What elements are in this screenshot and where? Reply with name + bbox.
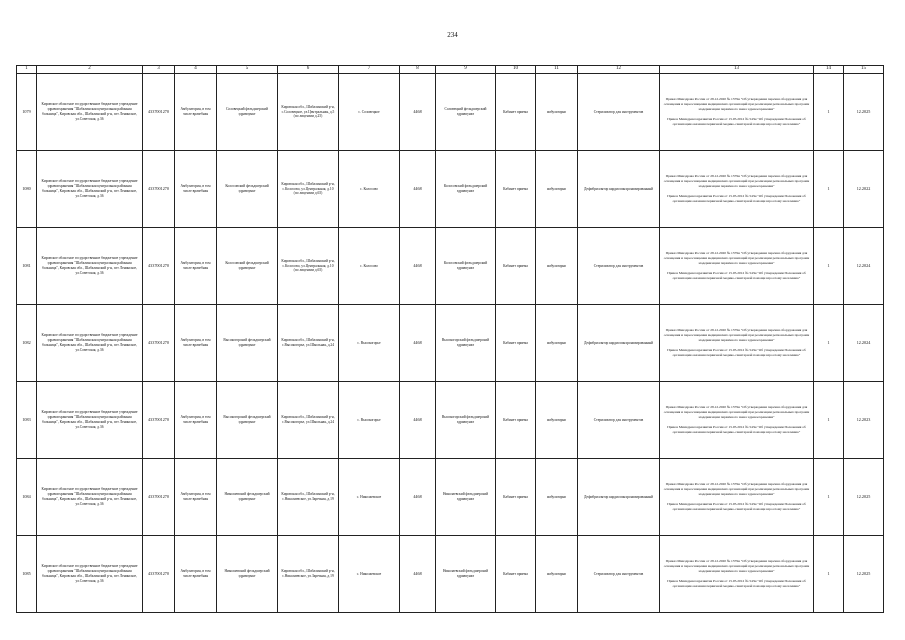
room-cell: Кабинет приема: [496, 536, 536, 613]
organization-cell: Кировское областное государственное бюджетное учреждение здравоохранения "Шабалинская центральная районная больница", Кировская обл., Шабалинский р-н, пгт Ленинское, ул.Советская, д.36: [37, 74, 143, 151]
column-header: 5: [217, 66, 278, 74]
room-cell: Кабинет приема: [496, 74, 536, 151]
column-header: 11: [536, 66, 578, 74]
column-header: 9: [436, 66, 496, 74]
regulation-text-2: Приказ Минздравсоцразвития России от 15.05.2012 № 543н "Об утверждении Положения об организации оказания первичной медико-санитарной помощи взрослому населению": [667, 502, 806, 512]
table-row: [17, 228, 884, 305]
settlement-cell: с. Соловецкое: [339, 74, 400, 151]
care-cell: амбулаторно: [536, 382, 578, 459]
facility-name-cell: Соловецкий фельдшерский здравпункт: [217, 74, 278, 151]
regulation-cell: [660, 74, 814, 151]
facility-name-cell: Колосовский фельдшерский здравпункт: [217, 228, 278, 305]
row-number: 1081: [17, 228, 37, 305]
room-cell: Кабинет приема: [496, 151, 536, 228]
column-header: 15: [844, 66, 884, 74]
care-cell: амбулаторно: [536, 228, 578, 305]
column-header: 2: [37, 66, 143, 74]
regulation-text-1: Приказ Минздрава России от 28.12.2020 № 1379н "Об утверждении перечня оборудования для оснащения и переоснащения медицинских организаций при реализации региональных программ модернизации первичного звена здравоохранения": [663, 404, 810, 419]
column-header: 1: [17, 66, 37, 74]
care-cell: амбулаторно: [536, 459, 578, 536]
date-cell: 12.2025: [844, 459, 884, 536]
row-number: 1083: [17, 382, 37, 459]
quantity-cell: 1: [814, 459, 844, 536]
unit-cell: Высокогорский фельдшерский здравпункт: [436, 382, 496, 459]
column-header: 6: [278, 66, 339, 74]
quantity-cell: 1: [814, 305, 844, 382]
settlement-cell: с. Высокогорье: [339, 305, 400, 382]
regulation-text-2: Приказ Минздравсоцразвития России от 15.05.2012 № 543н "Об утверждении Положения об организации оказания первичной медико-санитарной помощи взрослому населению": [667, 579, 806, 589]
code-cell: 4468: [400, 305, 436, 382]
date-cell: 12.2025: [844, 536, 884, 613]
facility-name-cell: Высокогорский фельдшерский здравпункт: [217, 305, 278, 382]
facility-name-cell: Колосовский фельдшерский здравпункт: [217, 151, 278, 228]
inn-cell: 4337001270: [143, 459, 175, 536]
facility-name-cell: Николаевский фельдшерский здравпункт: [217, 536, 278, 613]
room-cell: Кабинет приема: [496, 305, 536, 382]
settlement-cell: с. Колосово: [339, 228, 400, 305]
care-cell: амбулаторно: [536, 151, 578, 228]
inn-cell: 4337001270: [143, 536, 175, 613]
regulation-cell: [660, 228, 814, 305]
row-number: 1079: [17, 74, 37, 151]
code-cell: 4468: [400, 74, 436, 151]
address-cell: Кировская обл., Шабалинский р-н, с.Высокогорье, ул.Школьная, д.24: [278, 382, 339, 459]
code-cell: 4468: [400, 151, 436, 228]
settlement-cell: с. Николаевское: [339, 459, 400, 536]
quantity-cell: 1: [814, 536, 844, 613]
column-header: 13: [660, 66, 814, 74]
table-row: [17, 459, 884, 536]
regulation-text-1: Приказ Минздрава России от 28.12.2020 № 1379н "Об утверждении перечня оборудования для оснащения и переоснащения медицинских организаций при реализации региональных программ модернизации первичного звена здравоохранения": [663, 96, 810, 111]
address-cell: Кировская обл., Шабалинский р-н, с.Высокогорье, ул.Школьная, д.24: [278, 305, 339, 382]
column-header: 8: [400, 66, 436, 74]
equipment-cell: Дефибриллятор кардиосинхронизированный: [578, 459, 660, 536]
code-cell: 4468: [400, 382, 436, 459]
table-row: [17, 305, 884, 382]
column-header: 14: [814, 66, 844, 74]
date-cell: 12.2024: [844, 228, 884, 305]
unit-cell: Колосовский фельдшерский здравпункт: [436, 151, 496, 228]
regulation-text-2: Приказ Минздравсоцразвития России от 15.05.2012 № 543н "Об утверждении Положения об организации оказания первичной медико-санитарной помощи взрослому населению": [667, 117, 806, 127]
regulation-cell: [660, 536, 814, 613]
facility-type-cell: Амбулатория, в том числе врачебная: [175, 305, 217, 382]
column-header: 12: [578, 66, 660, 74]
equipment-cell: Стерилизатор для инструментов: [578, 536, 660, 613]
regulation-text-1: Приказ Минздрава России от 28.12.2020 № 1379н "Об утверждении перечня оборудования для оснащения и переоснащения медицинских организаций при реализации региональных программ модернизации первичного звена здравоохранения": [663, 558, 810, 573]
unit-cell: Николаевский фельдшерский здравпункт: [436, 536, 496, 613]
settlement-cell: с. Высокогорье: [339, 382, 400, 459]
row-number: 1084: [17, 459, 37, 536]
facility-name-cell: Высокогорский фельдшерский здравпункт: [217, 382, 278, 459]
inn-cell: 4337001270: [143, 74, 175, 151]
regulation-text-2: Приказ Минздравсоцразвития России от 15.05.2012 № 543н "Об утверждении Положения об организации оказания первичной медико-санитарной помощи взрослому населению": [667, 425, 806, 435]
regulation-text-1: Приказ Минздрава России от 28.12.2020 № 1379н "Об утверждении перечня оборудования для оснащения и переоснащения медицинских организаций при реализации региональных программ модернизации первичного звена здравоохранения": [663, 327, 810, 342]
regulation-cell: [660, 459, 814, 536]
table-row: [17, 74, 884, 151]
care-cell: амбулаторно: [536, 74, 578, 151]
quantity-cell: 1: [814, 228, 844, 305]
unit-cell: Соловецкий фельдшерский здравпункт: [436, 74, 496, 151]
organization-cell: Кировское областное государственное бюджетное учреждение здравоохранения "Шабалинская центральная районная больница", Кировская обл., Шабалинский р-н, пгт Ленинское, ул.Советская, д.36: [37, 536, 143, 613]
room-cell: Кабинет приема: [496, 459, 536, 536]
settlement-cell: с. Колосово: [339, 151, 400, 228]
quantity-cell: 1: [814, 74, 844, 151]
column-header: 7: [339, 66, 400, 74]
column-header: 3: [143, 66, 175, 74]
equipment-cell: Дефибриллятор кардиосинхронизированный: [578, 151, 660, 228]
date-cell: 12.2023: [844, 382, 884, 459]
date-cell: 12.2025: [844, 74, 884, 151]
date-cell: 12.2024: [844, 305, 884, 382]
address-cell: Кировская обл., Шабалинский р-н, с.Николаевское, ул.Заречная, д.19: [278, 459, 339, 536]
organization-cell: Кировское областное государственное бюджетное учреждение здравоохранения "Шабалинская центральная районная больница", Кировская обл., Шабалинский р-н, пгт Ленинское, ул.Советская, д.36: [37, 228, 143, 305]
address-cell: Кировская обл., Шабалинский р-н, с.Колосово, ул.Центральная, д.10 (по лицензии д.65): [278, 151, 339, 228]
code-cell: 4468: [400, 228, 436, 305]
unit-cell: Колосовский фельдшерский здравпункт: [436, 228, 496, 305]
regulation-text-2: Приказ Минздравсоцразвития России от 15.05.2012 № 543н "Об утверждении Положения об организации оказания первичной медико-санитарной помощи взрослому населению": [667, 348, 806, 358]
quantity-cell: 1: [814, 151, 844, 228]
inn-cell: 4337001270: [143, 382, 175, 459]
table-row: [17, 151, 884, 228]
equipment-cell: Дефибриллятор кардиосинхронизированный: [578, 305, 660, 382]
unit-cell: Николаевский фельдшерский здравпункт: [436, 459, 496, 536]
equipment-table: [16, 65, 884, 613]
unit-cell: Высокогорский фельдшерский здравпункт: [436, 305, 496, 382]
facility-name-cell: Николаевский фельдшерский здравпункт: [217, 459, 278, 536]
code-cell: 4468: [400, 459, 436, 536]
table-row: [17, 536, 884, 613]
equipment-cell: Стерилизатор для инструментов: [578, 74, 660, 151]
code-cell: 4468: [400, 536, 436, 613]
facility-type-cell: Амбулатория, в том числе врачебная: [175, 536, 217, 613]
inn-cell: 4337001270: [143, 228, 175, 305]
header-row: [17, 66, 884, 74]
organization-cell: Кировское областное государственное бюджетное учреждение здравоохранения "Шабалинская центральная районная больница", Кировская обл., Шабалинский р-н, пгт Ленинское, ул.Советская, д.36: [37, 151, 143, 228]
column-header: 4: [175, 66, 217, 74]
regulation-text-2: Приказ Минздравсоцразвития России от 15.05.2012 № 543н "Об утверждении Положения об организации оказания первичной медико-санитарной помощи взрослому населению": [667, 271, 806, 281]
room-cell: Кабинет приема: [496, 382, 536, 459]
regulation-text-1: Приказ Минздрава России от 28.12.2020 № 1379н "Об утверждении перечня оборудования для оснащения и переоснащения медицинских организаций при реализации региональных программ модернизации первичного звена здравоохранения": [663, 481, 810, 496]
facility-type-cell: Амбулатория, в том числе врачебная: [175, 151, 217, 228]
equipment-cell: Стерилизатор для инструментов: [578, 382, 660, 459]
row-number: 1082: [17, 305, 37, 382]
organization-cell: Кировское областное государственное бюджетное учреждение здравоохранения "Шабалинская центральная районная больница", Кировская обл., Шабалинский р-н, пгт Ленинское, ул.Советская, д.36: [37, 382, 143, 459]
column-header: 10: [496, 66, 536, 74]
page-number: 234: [447, 31, 458, 39]
organization-cell: Кировское областное государственное бюджетное учреждение здравоохранения "Шабалинская центральная районная больница", Кировская обл., Шабалинский р-н, пгт Ленинское, ул.Советская, д.36: [37, 305, 143, 382]
regulation-cell: [660, 382, 814, 459]
date-cell: 12.2022: [844, 151, 884, 228]
regulation-text-1: Приказ Минздрава России от 28.12.2020 № 1379н "Об утверждении перечня оборудования для оснащения и переоснащения медицинских организаций при реализации региональных программ модернизации первичного звена здравоохранения": [663, 250, 810, 265]
regulation-cell: [660, 151, 814, 228]
address-cell: Кировская обл., Шабалинский р-н, с.Николаевское, ул.Заречная, д.19: [278, 536, 339, 613]
organization-cell: Кировское областное государственное бюджетное учреждение здравоохранения "Шабалинская центральная районная больница", Кировская обл., Шабалинский р-н, пгт Ленинское, ул.Советская, д.36: [37, 459, 143, 536]
settlement-cell: с. Николаевское: [339, 536, 400, 613]
quantity-cell: 1: [814, 382, 844, 459]
care-cell: амбулаторно: [536, 536, 578, 613]
inn-cell: 4337001270: [143, 305, 175, 382]
table-row: [17, 382, 884, 459]
address-cell: Кировская обл., Шабалинский р-н, с.Соловецкое, ул.Центральная, д.5 (по лицензии д.25): [278, 74, 339, 151]
facility-type-cell: Амбулатория, в том числе врачебная: [175, 228, 217, 305]
equipment-cell: Стерилизатор для инструментов: [578, 228, 660, 305]
facility-type-cell: Амбулатория, в том числе врачебная: [175, 459, 217, 536]
facility-type-cell: Амбулатория, в том числе врачебная: [175, 74, 217, 151]
care-cell: амбулаторно: [536, 305, 578, 382]
regulation-cell: [660, 305, 814, 382]
address-cell: Кировская обл., Шабалинский р-н, с.Колосово, ул.Центральная, д.10 (по лицензии д.65): [278, 228, 339, 305]
facility-type-cell: Амбулатория, в том числе врачебная: [175, 382, 217, 459]
room-cell: Кабинет приема: [496, 228, 536, 305]
regulation-text-2: Приказ Минздравсоцразвития России от 15.05.2012 № 543н "Об утверждении Положения об организации оказания первичной медико-санитарной помощи взрослому населению": [667, 194, 806, 204]
regulation-text-1: Приказ Минздрава России от 28.12.2020 № 1379н "Об утверждении перечня оборудования для оснащения и переоснащения медицинских организаций при реализации региональных программ модернизации первичного звена здравоохранения": [663, 173, 810, 188]
row-number: 1080: [17, 151, 37, 228]
row-number: 1085: [17, 536, 37, 613]
inn-cell: 4337001270: [143, 151, 175, 228]
